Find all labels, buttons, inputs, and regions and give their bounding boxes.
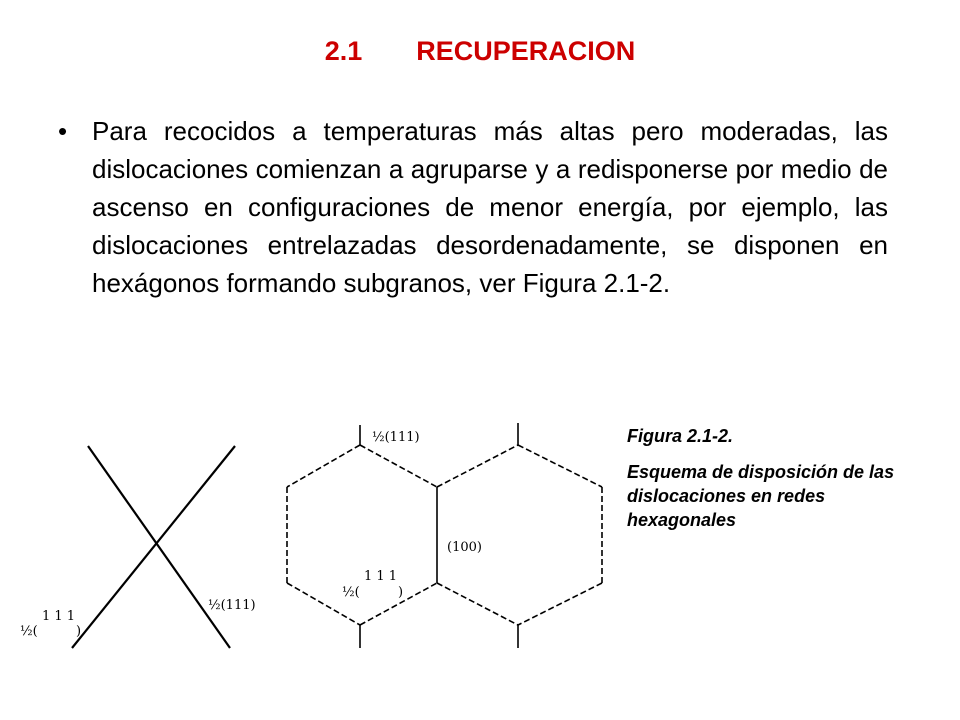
cross-line-a <box>88 446 230 648</box>
hex-label-lower-prefix: ½( <box>342 585 360 600</box>
bullet-text: Para recocidos a temperaturas más altas pero moderadas, las dislocaciones comienzan a agruparse y a redisponerse por medio de ascenso en configuraciones de menor energía, por ejemplo, las dislocaciones entrelazadas desordenadamente, se disponen en hexágonos formando subgranos, ver Figura 2.1-2. <box>92 116 888 298</box>
cross-label-left-index: 1 1 1 <box>42 609 76 624</box>
cross-label-left-suffix: ) <box>76 624 82 639</box>
hex-label-top: ½(111) <box>372 430 420 445</box>
caption-body: Esquema de disposición de las dislocaciones en redes hexagonales <box>627 462 895 530</box>
bullet-paragraph <box>58 112 888 302</box>
slide-title: 2.1 RECUPERACION <box>324 36 636 66</box>
hex-label-lower-index: 1 1 1 <box>364 569 398 584</box>
cross-label-right: ½(111) <box>208 598 256 613</box>
dislocation-figure <box>0 400 620 660</box>
hex-label-lower-suffix: ) <box>398 585 404 600</box>
bullet-icon: • <box>58 116 68 146</box>
hexagon-network <box>287 423 602 648</box>
hex-label-center: (100) <box>447 540 482 555</box>
caption-title: Figura 2.1-2. <box>627 426 734 446</box>
cross-label-left-prefix: ½( <box>20 624 38 639</box>
cross-line-b <box>72 446 235 648</box>
figure-caption <box>627 424 927 532</box>
